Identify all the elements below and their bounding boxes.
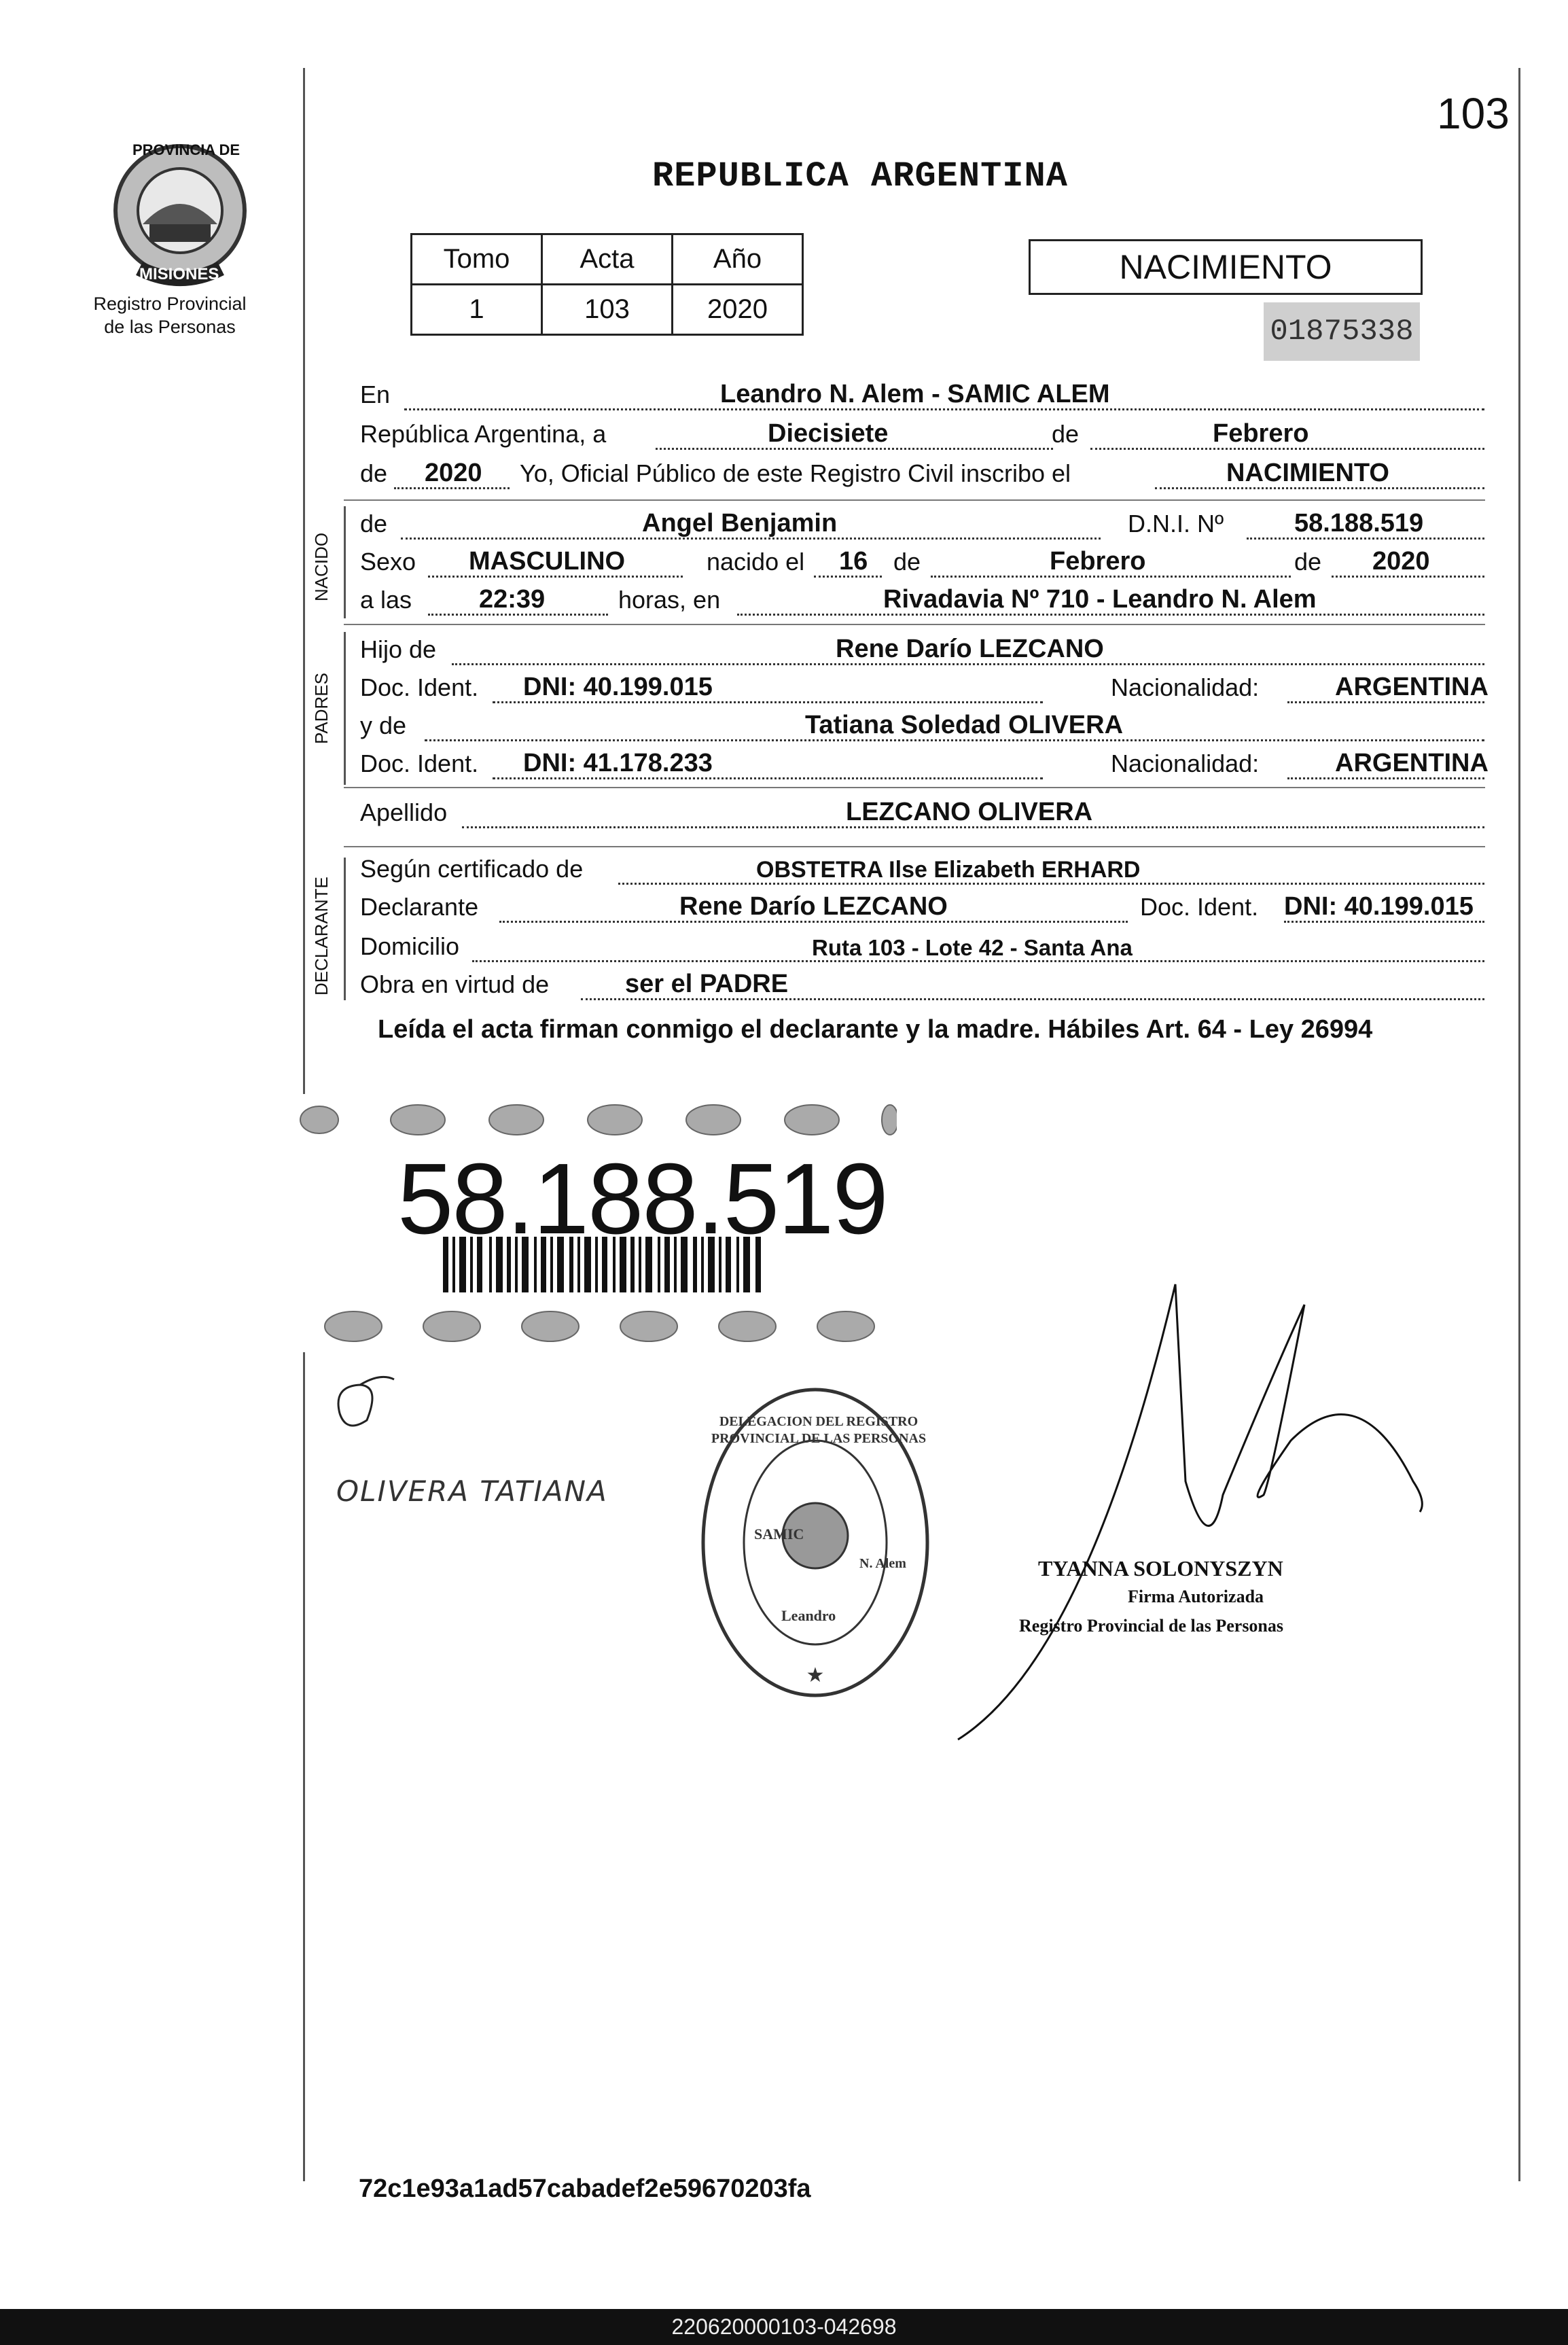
row-mother-doc [360,749,1489,785]
sexo-value: MASCULINO [469,547,626,576]
mother-nationality: ARGENTINA [1335,749,1489,777]
doc2-label: Doc. Ident. [360,750,479,777]
inscribe-value: NACIMIENTO [1226,459,1389,487]
official-title: Firma Autorizada [1128,1587,1264,1606]
certificado-value: OBSTETRA Ilse Elizabeth ERHARD [756,857,1141,883]
oficial-text: Yo, Oficial Público de este Registro Civil inscribo el [520,459,1071,487]
section-declarante-label: DECLARANTE [311,877,332,995]
row-year [360,459,1484,495]
de3-label: de [360,510,388,537]
doc3-label: Doc. Ident. [1140,893,1259,921]
alas-label: a las [360,586,412,614]
separator [344,624,1485,625]
row-obra [360,970,1484,1006]
record-table [410,233,804,336]
domicilio-value: Ruta 103 - Lote 42 - Santa Ana [812,935,1133,960]
yde-label: y de [360,711,407,739]
day-value: Diecisiete [768,419,889,448]
tomo-header: Tomo [412,234,542,285]
row-father [360,635,1484,671]
nacido-bracket [344,506,346,618]
separator [344,499,1485,501]
father-name: Rene Darío LEZCANO [836,635,1104,663]
birth-day: 16 [839,547,868,576]
dni-label: D.N.I. Nº [1128,510,1224,537]
section-nacido-label: NACIDO [311,532,332,601]
document-title: REPUBLICA ARGENTINA [652,156,1068,196]
seal-top-text: PROVINCIA DE [132,141,240,158]
row-republica [360,420,1484,455]
stamp-inner-bottom: Leandro [781,1607,836,1624]
row-domicilio [360,932,1484,968]
stamp-inner-right: N. Alem [859,1556,906,1571]
child-name: Angel Benjamin [642,509,838,537]
en-label: En [360,381,391,408]
horas-label: horas, en [618,586,721,614]
doc-label: Doc. Ident. [360,673,479,701]
record-type-box: NACIMIENTO [1029,239,1423,295]
sexo-label: Sexo [360,548,416,576]
nacido-label: nacido el [707,548,805,576]
footer-id: 220620000103-042698 [0,2309,1568,2345]
right-margin-line [1518,68,1520,2181]
obra-value: ser el PADRE [625,970,789,998]
official-signature-mark [951,1277,1440,1746]
tomo-value: 1 [412,285,542,335]
apellido-value: LEZCANO OLIVERA [846,798,1093,826]
certificado-label: Según certificado de [360,855,584,883]
de-label: de [1052,420,1080,448]
row-en [360,381,1484,416]
stamp-outer-text: DELEGACION DEL REGISTRO PROVINCIAL DE LAS PERSONAS [711,1414,927,1446]
section-padres-label: PADRES [311,673,332,744]
seal-bottom-text: MISIONES [139,265,219,283]
mother-name: Tatiana Soledad OLIVERA [805,711,1124,739]
separator [344,846,1485,847]
registry-name [75,292,265,338]
official-name: TYANNA SOLONYSZYN [1038,1556,1283,1581]
separator [344,787,1485,788]
registry-name-line2: de las Personas [104,317,236,337]
de2-label: de [360,459,388,487]
row-father-doc [360,673,1489,709]
row-mother [360,711,1484,747]
child-dni: 58.188.519 [1294,509,1424,537]
row-certificado [360,855,1484,890]
serial-number: 01875338 [1264,302,1420,361]
row-apellido [360,798,1484,834]
republica-label: República Argentina, a [360,420,607,448]
acta-header: Acta [542,234,673,285]
acta-value: 103 [542,285,673,335]
apellido-label: Apellido [360,798,448,826]
birth-place: Rivadavia Nº 710 - Leandro N. Alem [883,585,1317,614]
birth-year: 2020 [1372,547,1430,576]
official-registry: Registro Provincial de las Personas [1019,1616,1284,1636]
document-hash: 72c1e93a1ad57cabadef2e59670203fa [359,2174,811,2203]
de4-label: de [893,548,921,576]
obra-label: Obra en virtud de [360,970,550,998]
stamp-inner-left: SAMIC [754,1526,804,1542]
declarante-label: Declarante [360,893,479,921]
svg-text:★: ★ [806,1664,825,1687]
declarante-doc: DNI: 40.199.015 [1284,892,1474,921]
legal-text: Leída el acta firman conmigo el declarante y la madre. Hábiles Art. 64 - Ley 26994 [378,1015,1373,1044]
registry-name-line1: Registro Provincial [93,294,247,314]
row-sexo [360,548,1484,583]
nac-label: Nacionalidad: [1111,673,1260,701]
anio-value: 2020 [673,285,803,335]
father-doc: DNI: 40.199.015 [523,673,713,701]
row-time [360,586,1484,621]
page-number: 103 [1437,89,1510,138]
row-name [360,510,1484,545]
anio-header: Año [673,234,803,285]
mother-signature-mark [326,1366,408,1441]
mother-doc: DNI: 41.178.233 [523,749,713,777]
row-declarante [360,893,1484,928]
hijo-label: Hijo de [360,635,437,663]
month-value: Febrero [1213,419,1309,448]
birth-time: 22:39 [479,585,546,614]
domicilio-label: Domicilio [360,932,460,960]
padres-bracket [344,632,346,785]
dni-sticker-number: 58.188.519 [397,1143,887,1255]
de5-label: de [1294,548,1322,576]
mother-signature-text: OLIVERA TATIANA [336,1475,608,1508]
year-value: 2020 [425,459,482,487]
declarante-value: Rene Darío LEZCANO [679,892,948,921]
place-value: Leandro N. Alem - SAMIC ALEM [720,380,1110,408]
birth-month: Febrero [1050,547,1146,576]
nac2-label: Nacionalidad: [1111,750,1260,777]
declarante-bracket [344,858,346,1000]
father-nationality: ARGENTINA [1335,673,1489,701]
